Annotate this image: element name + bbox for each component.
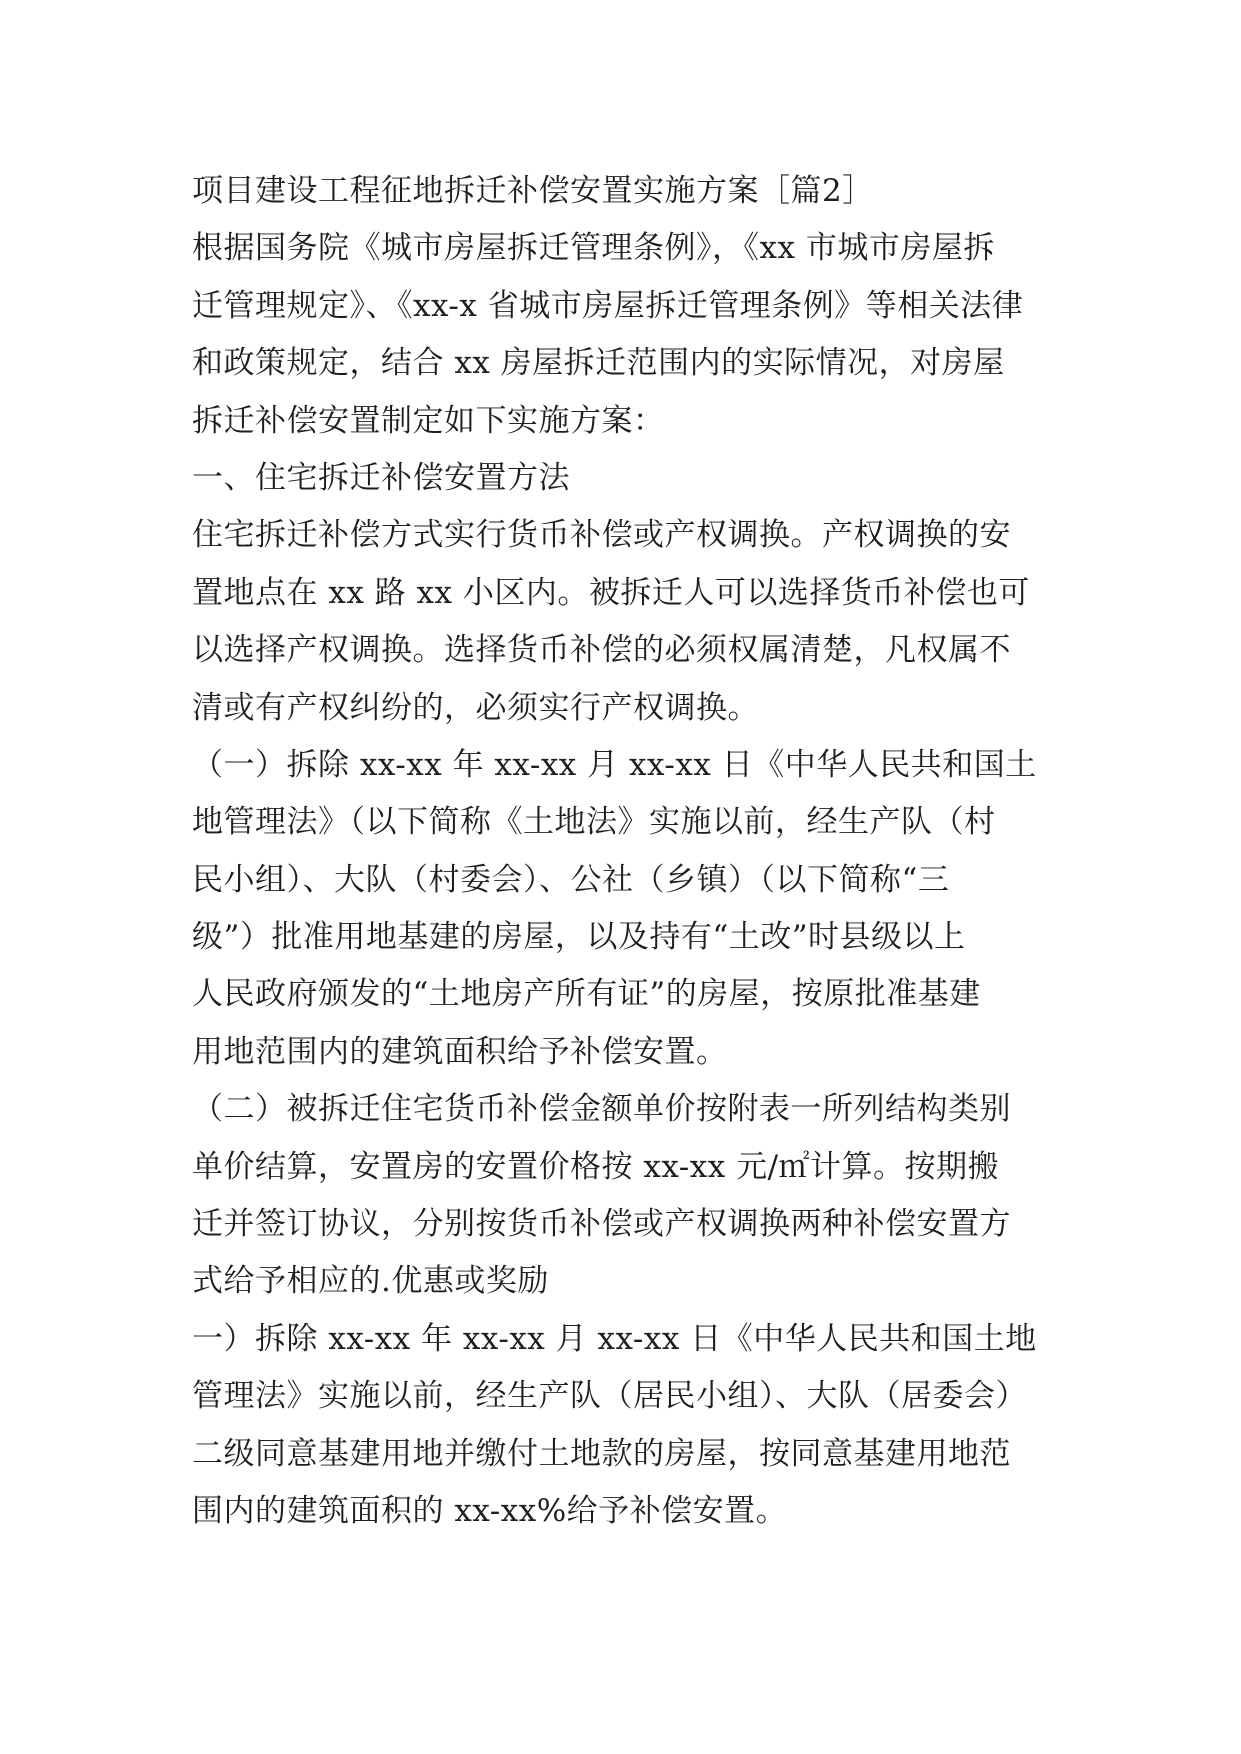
text-line: 二级同意基建用地并缴付土地款的房屋，按同意基建用地范 [192, 1435, 1011, 1472]
text-line: 迁管理规定》、《xx-x 省城市房屋拆迁管理条例》等相关法律 [192, 287, 1024, 324]
text-line: （一）拆除 xx-xx 年 xx-xx 月 xx-xx 日《中华人民共和国土 [192, 746, 1037, 783]
text-line: 民小组）、大队（村委会）、公社（乡镇）（以下简称“三 [192, 861, 950, 898]
text-line: 单价结算，安置房的安置价格按 xx-xx 元/㎡计算。按期搬 [192, 1148, 1000, 1185]
text-line: 拆迁补偿安置制定如下实施方案： [192, 402, 665, 439]
section-heading: 一、住宅拆迁补偿安置方法 [192, 459, 570, 496]
text-line: 清或有产权纠纷的，必须实行产权调换。 [192, 689, 759, 726]
text-line: 用地范围内的建筑面积给予补偿安置。 [192, 1033, 728, 1070]
text-line: 一）拆除 xx-xx 年 xx-xx 月 xx-xx 日《中华人民共和国土地 [192, 1320, 1037, 1357]
text-line: （二）被拆迁住宅货币补偿金额单价按附表一所列结构类别 [192, 1091, 1011, 1128]
text-line: 地管理法》（以下简称《土地法》实施以前，经生产队（村 [192, 804, 996, 841]
text-line: 住宅拆迁补偿方式实行货币补偿或产权调换。产权调换的安 [192, 517, 1011, 554]
text-line: 人民政府颁发的“土地房产所有证”的房屋，按原批准基建 [192, 976, 981, 1013]
text-line: 迁并签订协议，分别按货币补偿或产权调换两种补偿安置方 [192, 1206, 1011, 1243]
document-title: 项目建设工程征地拆迁补偿安置实施方案［篇2］ [192, 173, 874, 209]
text-line: 置地点在 xx 路 xx 小区内。被拆迁人可以选择货币补偿也可 [192, 574, 1030, 611]
text-line: 式给予相应的.优惠或奖励 [192, 1263, 549, 1300]
text-line: 和政策规定，结合 xx 房屋拆迁范围内的实际情况，对房屋 [192, 345, 1005, 382]
text-line: 围内的建筑面积的 xx-xx%给予补偿安置。 [192, 1492, 788, 1529]
document-body [192, 163, 1082, 1540]
text-line: 根据国务院《城市房屋拆迁管理条例》，《xx 市城市房屋拆 [192, 230, 995, 267]
text-line: 管理法》实施以前，经生产队（居民小组）、大队（居委会） [192, 1378, 1027, 1415]
text-line: 以选择产权调换。选择货币补偿的必须权属清楚，凡权属不 [192, 632, 1011, 669]
text-line: 级”）批准用地基建的房屋，以及持有“土改”时县级以上 [192, 919, 966, 956]
